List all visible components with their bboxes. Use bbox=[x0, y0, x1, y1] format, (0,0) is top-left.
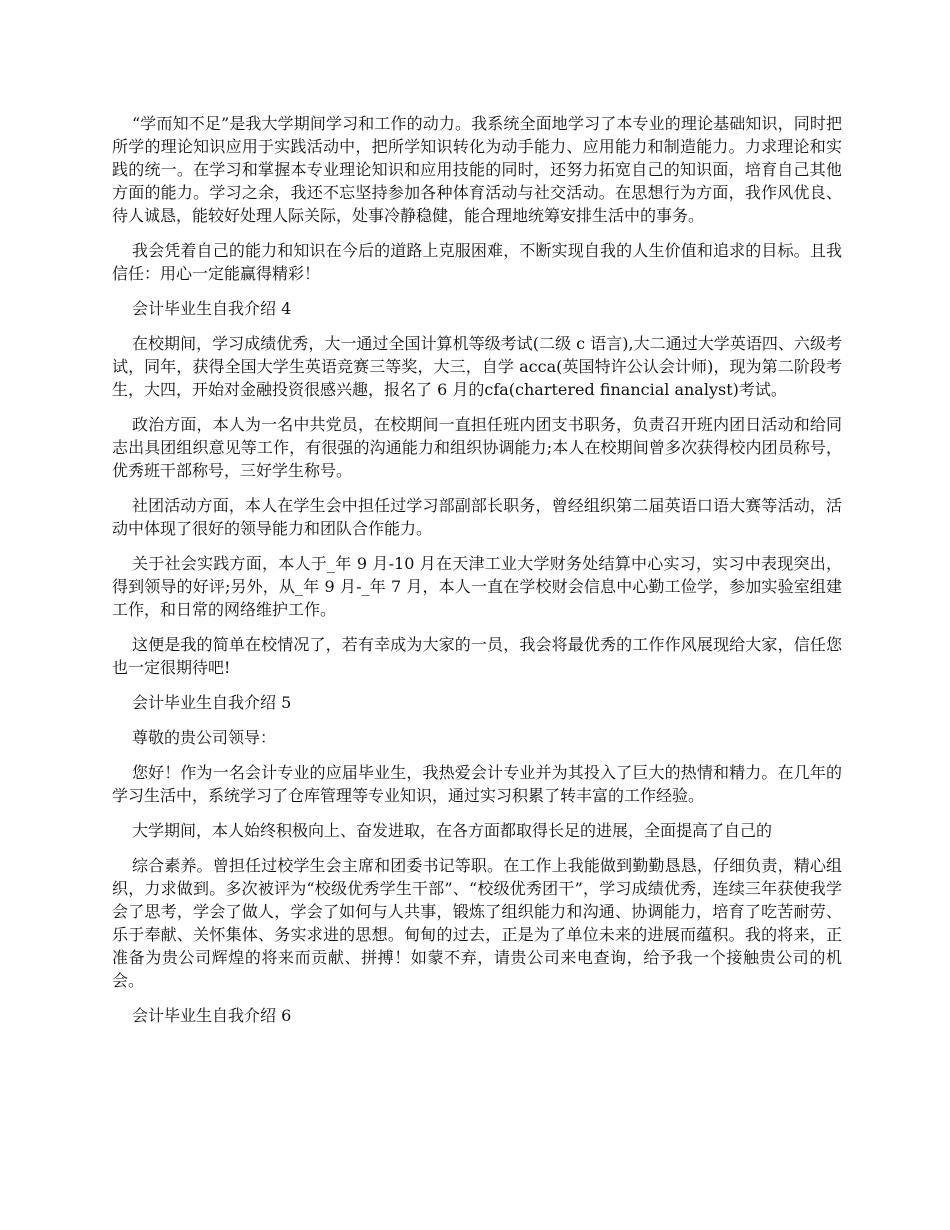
section-heading-5: 会计毕业生自我介绍 5 bbox=[132, 693, 292, 712]
paragraph-club-activities: 社团活动方面，本人在学生会中担任过学习部副部长职务，曾经组织第二届英语口语大赛等活动，活动中体现了很好的领导能力和团队合作能力。 bbox=[112, 496, 842, 538]
paragraph-overall-quality: 综合素养。曾担任过校学生会主席和团委书记等职。在工作上我能做到勤勤恳恳，仔细负责，精心组织，力求做到。多次被评为“校级优秀学生干部”、“校级优秀团干”，学习成绩优秀，连续三年获使我学会了思考，学会了做人，学会了如何与人共事，锻炼了组织能力和沟通、协调能力，培育了吃苦耐劳、乐于奉献、关怀集体、务实求进的思想。甸甸的过去，正是为了单位未来的进展而蕴积。我的将来，正准备为贵公司辉煌的将来而贡献、拼搏！如蒙不弃，请贵公司来电查询，给予我一个接触贵公司的机会。 bbox=[112, 856, 842, 990]
paragraph-academic-record: 在校期间，学习成绩优秀，大一通过全国计算机等级考试(二级 c 语言),大二通过大学英语四、六级考试，同年，获得全国大学生英语竞赛三等奖，大三，自学 acca(英国特许公认会计师)，现为第二阶段考生，大四，开始对金融投资很感兴趣，报名了 6 月的cfa(chartered financial analyst)考试。 bbox=[112, 334, 842, 399]
paragraph-salutation: 尊敬的贵公司领导： bbox=[132, 728, 277, 747]
paragraph-greeting: 您好！作为一名会计专业的应届毕业生，我热爱会计专业并为其投入了巨大的热情和精力。在几年的学习生活中，系统学习了仓库管理等专业知识，通过实习积累了转丰富的工作经验。 bbox=[112, 763, 842, 805]
paragraph-closing-4: 这便是我的简单在校情况了，若有幸成为大家的一员，我会将最优秀的工作作风展现给大家，信任您也一定很期待吧! bbox=[112, 635, 842, 677]
paragraph-social-practice: 关于社会实践方面，本人于_年 9 月-10 月在天津工业大学财务处结算中心实习，实习中表现突出，得到领导的好评;另外，从_年 9 月-_年 7 月，本人一直在学校财会信息中心勤工俭学，参加实验室组建工作，和日常的网络维护工作。 bbox=[112, 554, 842, 619]
paragraph-future-goals: 我会凭着自己的能力和知识在今后的道路上克服困难，不断实现自我的人生价值和追求的目标。且我信任：用心一定能赢得精彩！ bbox=[112, 241, 842, 283]
paragraph-political: 政治方面，本人为一名中共党员，在校期间一直担任班内团支书职务，负责召开班内团日活动和给同志出具团组织意见等工作，有很强的沟通能力和组织协调能力;本人在校期间曾多次获得校内团员称号，优秀班干部称号，三好学生称号。 bbox=[112, 415, 842, 480]
section-heading-4: 会计毕业生自我介绍 4 bbox=[132, 299, 292, 318]
document-page bbox=[112, 112, 842, 1039]
paragraph-study-motivation: “学而知不足”是我大学期间学习和工作的动力。我系统全面地学习了本专业的理论基础知识，同时把所学的理论知识应用于实践活动中，把所学知识转化为动手能力、应用能力和制造能力。力求理论和实践的统一。在学习和掌握本专业理论知识和应用技能的同时，还努力拓宽自己的知识面，培育自己其他方面的能力。学习之余，我还不忘坚持参加各种体育活动与社交活动。在思想行为方面，我作风优良、待人诚恳，能较好处理人际关际，处事冷静稳健，能合理地统筹安排生活中的事务。 bbox=[112, 114, 842, 225]
section-heading-6: 会计毕业生自我介绍 6 bbox=[132, 1006, 292, 1025]
paragraph-university-period: 大学期间，本人始终积极向上、奋发进取，在各方面都取得长足的进展，全面提高了自己的 bbox=[132, 821, 773, 840]
